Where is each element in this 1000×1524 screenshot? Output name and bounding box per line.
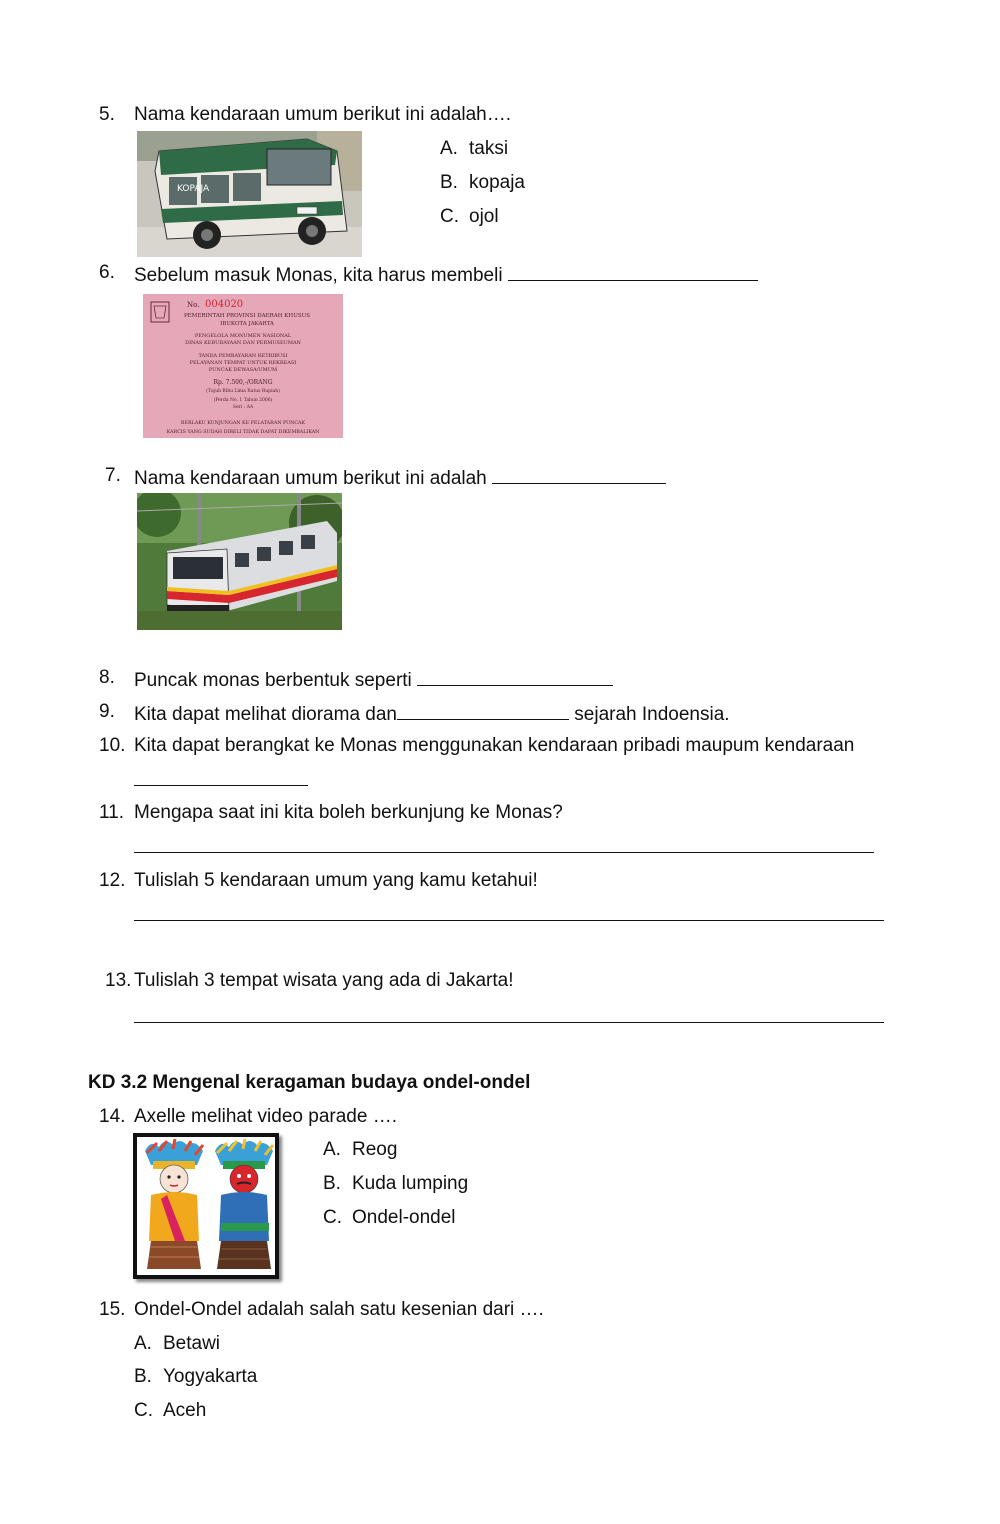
q15-number: 15.	[99, 1299, 126, 1320]
q15-option-c-letter: C.	[134, 1400, 153, 1421]
q5-option-a: taksi	[469, 138, 509, 159]
q5-option-c-letter: C.	[440, 206, 459, 227]
ticket-line-6: PUNCAK DEWASA/UMUM	[208, 367, 278, 373]
q5-question: Nama kendaraan umum berikut ini adalah….	[134, 104, 512, 125]
ondel-female	[145, 1139, 203, 1269]
ticket-line-10: Seri : AA	[232, 405, 254, 410]
ticket-line-8: (Tujuh Ribu Lima Ratus Rupiah)	[206, 389, 280, 394]
q15-option-b-letter: B.	[134, 1366, 152, 1387]
krl-train-image	[137, 493, 342, 630]
ticket-line-7: Rp. 7.500,-/ORANG	[213, 379, 273, 386]
q13-question: Tulislah 3 tempat wisata yang ada di Jakarta!	[134, 970, 514, 991]
ticket-serial: 004020	[205, 299, 244, 310]
q7-number: 7.	[105, 465, 121, 486]
q11-answer-line[interactable]	[134, 852, 874, 853]
q14-option-b: Kuda lumping	[352, 1173, 469, 1194]
q14-option-a-letter: A.	[323, 1139, 341, 1160]
q14-number: 14.	[99, 1106, 126, 1127]
q5-option-a-letter: A.	[440, 138, 458, 159]
ticket-line-3: DINAS KEBUDAYAAN DAN PERMUSEUMAN	[185, 340, 301, 346]
q5-option-b-letter: B.	[440, 172, 458, 193]
q8-answer-blank[interactable]	[417, 667, 613, 686]
q6-question: Sebelum masuk Monas, kita harus membeli	[134, 262, 758, 287]
ticket-line-0: PEMERINTAH PROVINSI DAERAH KHUSUS	[183, 313, 311, 319]
bus-label: KOPAJA	[177, 184, 210, 194]
q14-question: Axelle melihat video parade ….	[134, 1106, 397, 1127]
q8-question: Puncak monas berbentuk seperti	[134, 667, 613, 692]
kopaja-bus-image	[137, 131, 362, 257]
ticket-line-5: PELAYANAN TEMPAT UNTUK REKREASI	[189, 360, 297, 366]
q7-question: Nama kendaraan umum berikut ini adalah	[134, 465, 666, 490]
q8-number: 8.	[99, 667, 115, 688]
q15-option-a-letter: A.	[134, 1333, 152, 1354]
q14-option-b-letter: B.	[323, 1173, 341, 1194]
ticket-no: No.	[187, 301, 200, 309]
q14-option-c: Ondel-ondel	[352, 1207, 456, 1228]
ticket-line-1: IBUKOTA JAKARTA	[220, 321, 274, 327]
q12-question: Tulislah 5 kendaraan umum yang kamu ketahui!	[134, 870, 538, 891]
ticket-line-4: TANDA PEMBAYARAN RETRIBUSI	[198, 353, 288, 359]
q9-number: 9.	[99, 701, 115, 722]
ticket-line-12: KARCIS YANG SUDAH DIBELI TIDAK DAPAT DIKEMBALIKAN	[166, 430, 320, 435]
q6-answer-blank[interactable]	[508, 262, 758, 281]
q6-number: 6.	[99, 262, 115, 283]
q5-option-c: ojol	[469, 206, 499, 227]
q15-option-c: Aceh	[163, 1400, 207, 1421]
q7-answer-blank[interactable]	[492, 465, 666, 484]
ondel-male	[215, 1139, 273, 1269]
q14-option-a: Reog	[352, 1139, 398, 1160]
q10-question: Kita dapat berangkat ke Monas menggunakan kendaraan pribadi maupum kendaraan	[134, 735, 855, 756]
q11-number: 11.	[99, 802, 125, 823]
q10-answer-line[interactable]	[134, 785, 308, 786]
q15-option-b: Yogyakarta	[163, 1366, 258, 1387]
ticket-line-9: (Perda No. 1 Tahun 2006)	[213, 398, 273, 403]
q5-option-b: kopaja	[469, 172, 525, 193]
q11-question: Mengapa saat ini kita boleh berkunjung ke Monas?	[134, 802, 563, 823]
ticket-line-2: PENGELOLA MONUMEN NASIONAL	[194, 333, 292, 339]
q12-number: 12.	[99, 870, 126, 891]
q15-question: Ondel-Ondel adalah salah satu kesenian dari ….	[134, 1299, 544, 1320]
q13-number: 13.	[105, 970, 132, 991]
q9-answer-blank[interactable]	[397, 701, 569, 720]
q15-option-a: Betawi	[163, 1333, 221, 1354]
q13-answer-line[interactable]	[134, 1022, 884, 1023]
q9-question: Kita dapat melihat diorama dan sejarah Indoensia.	[134, 701, 730, 726]
section-title: KD 3.2 Mengenal keragaman budaya ondel-ondel	[88, 1072, 531, 1093]
q12-answer-line[interactable]	[134, 920, 884, 921]
ondel-ondel-image	[133, 1133, 279, 1279]
q5-number: 5.	[99, 104, 115, 125]
ticket-line-11: BERLAKU KUNJUNGAN KE PELATARAN PUNCAK	[180, 421, 306, 426]
q14-option-c-letter: C.	[323, 1207, 342, 1228]
monas-ticket-image	[143, 294, 343, 438]
q10-number: 10.	[99, 735, 126, 756]
